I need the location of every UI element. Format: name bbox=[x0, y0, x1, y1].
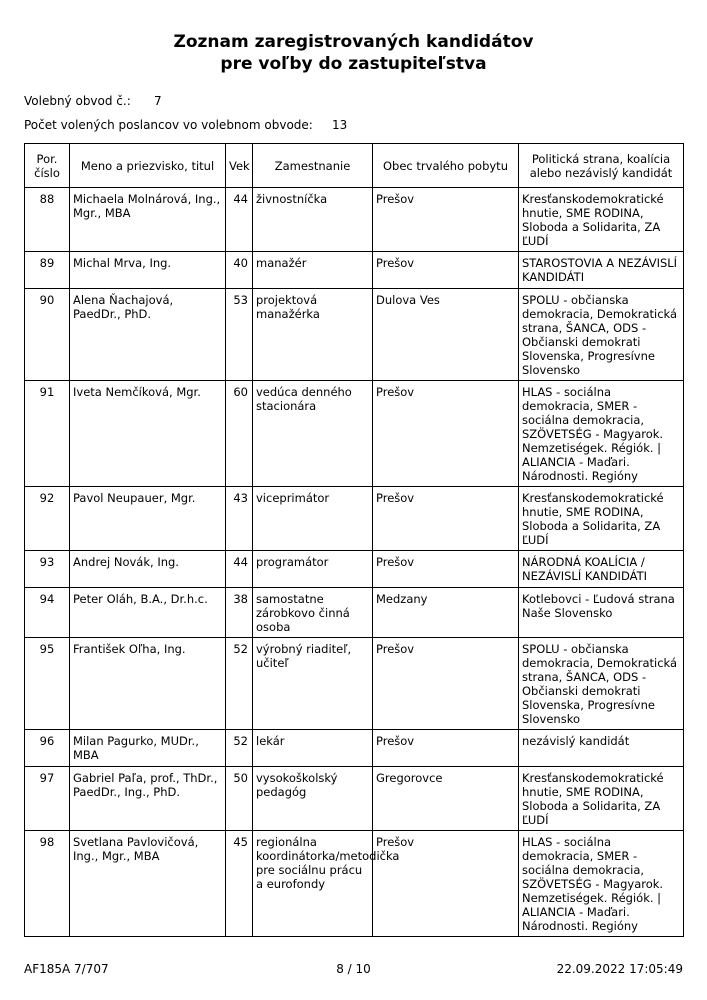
cell-age: 53 bbox=[226, 289, 253, 381]
table-row bbox=[25, 487, 684, 551]
header-town: Obec trvalého pobytu bbox=[373, 144, 519, 188]
cell-age: 40 bbox=[226, 252, 253, 289]
cell-name: Peter Oláh, B.A., Dr.h.c. bbox=[70, 588, 226, 638]
district-value: 7 bbox=[154, 94, 162, 108]
table-row bbox=[25, 551, 684, 588]
cell-party: Kotlebovci - Ľudová strana Naše Slovensko bbox=[519, 588, 684, 638]
header-job: Zamestnanie bbox=[253, 144, 373, 188]
cell-party: NÁRODNÁ KOALÍCIA / NEZÁVISLÍ KANDIDÁTI bbox=[519, 551, 684, 588]
table-row bbox=[25, 381, 684, 487]
cell-job: lekár bbox=[253, 730, 373, 767]
cell-age: 45 bbox=[226, 831, 253, 937]
cell-town: Prešov bbox=[373, 381, 519, 487]
cell-party: SPOLU - občianska demokracia, Demokratická strana, ŠANCA, ODS - Občianski demokrati Slovenska, Progresívne Slovensko bbox=[519, 289, 684, 381]
table-row bbox=[25, 252, 684, 289]
cell-name: Svetlana Pavlovičová, Ing., Mgr., MBA bbox=[70, 831, 226, 937]
cell-town: Gregorovce bbox=[373, 767, 519, 831]
cell-num: 90 bbox=[25, 289, 70, 381]
page-number: 8 / 10 bbox=[336, 962, 371, 976]
cell-job: manažér bbox=[253, 252, 373, 289]
seats-value: 13 bbox=[332, 118, 348, 132]
cell-town: Medzany bbox=[373, 588, 519, 638]
cell-num: 95 bbox=[25, 638, 70, 730]
timestamp: 22.09.2022 17:05:49 bbox=[556, 962, 683, 976]
cell-name: Milan Pagurko, MUDr., MBA bbox=[70, 730, 226, 767]
cell-town: Dulova Ves bbox=[373, 289, 519, 381]
cell-num: 97 bbox=[25, 767, 70, 831]
table-row bbox=[25, 730, 684, 767]
cell-name: Michaela Molnárová, Ing., Mgr., MBA bbox=[70, 188, 226, 252]
table-row bbox=[25, 588, 684, 638]
cell-num: 96 bbox=[25, 730, 70, 767]
cell-age: 44 bbox=[226, 551, 253, 588]
cell-town: Prešov bbox=[373, 252, 519, 289]
table-row bbox=[25, 289, 684, 381]
cell-party: nezávislý kandidát bbox=[519, 730, 684, 767]
cell-party: HLAS - sociálna demokracia, SMER - sociálna demokracia, SZÖVETSÉG - Magyarok. Nemzetiségek. Régiók. | ALIANCIA - Maďari. Národnosti. Regióny bbox=[519, 831, 684, 937]
table-row bbox=[25, 831, 684, 937]
cell-party: Kresťanskodemokratické hnutie, SME RODINA, Sloboda a Solidarita, ZA ĽUDÍ bbox=[519, 188, 684, 252]
cell-name: Pavol Neupauer, Mgr. bbox=[70, 487, 226, 551]
cell-name: Iveta Nemčíková, Mgr. bbox=[70, 381, 226, 487]
cell-num: 88 bbox=[25, 188, 70, 252]
header-party: Politická strana, koalícia alebo nezávislý kandidát bbox=[519, 144, 684, 188]
table-row bbox=[25, 638, 684, 730]
cell-name: Michal Mrva, Ing. bbox=[70, 252, 226, 289]
cell-age: 38 bbox=[226, 588, 253, 638]
seats-label: Počet volených poslancov vo volebnom obvode: bbox=[24, 118, 313, 132]
cell-party: HLAS - sociálna demokracia, SMER - sociálna demokracia, SZÖVETSÉG - Magyarok. Nemzetiségek. Régiók. | ALIANCIA - Maďari. Národnosti. Regióny bbox=[519, 381, 684, 487]
cell-name: Gabriel Paľa, prof., ThDr., PaedDr., Ing., PhD. bbox=[70, 767, 226, 831]
header-name: Meno a priezvisko, titul bbox=[70, 144, 226, 188]
cell-name: Alena Ňachajová, PaedDr., PhD. bbox=[70, 289, 226, 381]
table-row bbox=[25, 188, 684, 252]
candidates-table bbox=[24, 143, 684, 937]
page-subtitle: pre voľby do zastupiteľstva bbox=[220, 54, 487, 74]
cell-job: viceprimátor bbox=[253, 487, 373, 551]
cell-job: programátor bbox=[253, 551, 373, 588]
cell-job: regionálna koordinátorka/metodička pre sociálnu prácu a eurofondy bbox=[253, 831, 373, 937]
table-header-row bbox=[25, 144, 684, 188]
cell-party: Kresťanskodemokratické hnutie, SME RODINA, Sloboda a Solidarita, ZA ĽUDÍ bbox=[519, 767, 684, 831]
cell-job: projektová manažérka bbox=[253, 289, 373, 381]
cell-age: 60 bbox=[226, 381, 253, 487]
cell-town: Prešov bbox=[373, 831, 519, 937]
cell-num: 89 bbox=[25, 252, 70, 289]
district-label: Volebný obvod č.: bbox=[24, 94, 131, 108]
cell-town: Prešov bbox=[373, 487, 519, 551]
cell-num: 94 bbox=[25, 588, 70, 638]
cell-age: 52 bbox=[226, 730, 253, 767]
cell-num: 91 bbox=[25, 381, 70, 487]
cell-age: 50 bbox=[226, 767, 253, 831]
page-title: Zoznam zaregistrovaných kandidátov bbox=[173, 32, 534, 52]
cell-name: František Oľha, Ing. bbox=[70, 638, 226, 730]
cell-job: živnostníčka bbox=[253, 188, 373, 252]
cell-num: 98 bbox=[25, 831, 70, 937]
cell-age: 52 bbox=[226, 638, 253, 730]
form-code: AF185A 7/707 bbox=[24, 962, 109, 976]
cell-job: samostatne zárobkovo činná osoba bbox=[253, 588, 373, 638]
cell-age: 44 bbox=[226, 188, 253, 252]
cell-job: výrobný riaditeľ, učiteľ bbox=[253, 638, 373, 730]
cell-town: Prešov bbox=[373, 638, 519, 730]
cell-age: 43 bbox=[226, 487, 253, 551]
cell-town: Prešov bbox=[373, 730, 519, 767]
cell-job: vysokoškolský pedagóg bbox=[253, 767, 373, 831]
header-num: Por. číslo bbox=[25, 144, 70, 188]
cell-party: STAROSTOVIA A NEZÁVISLÍ KANDIDÁTI bbox=[519, 252, 684, 289]
cell-name: Andrej Novák, Ing. bbox=[70, 551, 226, 588]
cell-num: 92 bbox=[25, 487, 70, 551]
cell-town: Prešov bbox=[373, 551, 519, 588]
cell-party: SPOLU - občianska demokracia, Demokratická strana, ŠANCA, ODS - Občianski demokrati Slovenska, Progresívne Slovensko bbox=[519, 638, 684, 730]
cell-party: Kresťanskodemokratické hnutie, SME RODINA, Sloboda a Solidarita, ZA ĽUDÍ bbox=[519, 487, 684, 551]
table-row bbox=[25, 767, 684, 831]
cell-num: 93 bbox=[25, 551, 70, 588]
cell-town: Prešov bbox=[373, 188, 519, 252]
header-age: Vek bbox=[226, 144, 253, 188]
cell-job: vedúca denného stacionára bbox=[253, 381, 373, 487]
